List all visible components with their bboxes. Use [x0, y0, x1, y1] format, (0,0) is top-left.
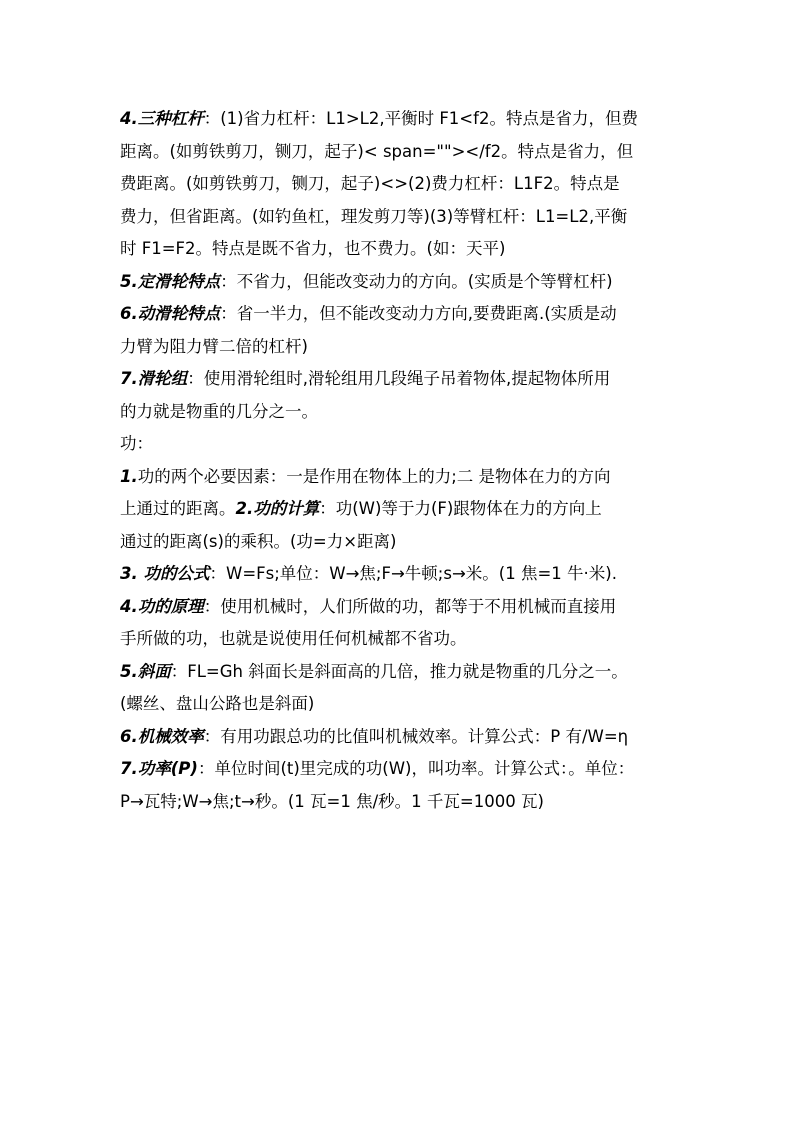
efficiency-text: ：有用功跟总功的比值叫机械效率。计算公式：P 有/W=η: [203, 726, 629, 746]
fixed-pulley-line: [120, 266, 690, 299]
power-text-1: ：单位时间(t)里完成的功(W)，叫功率。计算公式：。单位：: [197, 759, 635, 778]
lever-line-5: 时 F1=F2。特点是既不省力，也不费力。(如：天平): [120, 239, 506, 258]
work-formula-heading: 3. 功的公式: [120, 564, 210, 583]
power-line-1: [120, 753, 690, 786]
fixed-pulley-text: ：不省力，但能改变动力的方向。(实质是个等臂杠杆): [220, 271, 613, 291]
incline-line-1: [120, 656, 690, 689]
lever-line-3: 费距离。(如剪铁剪刀，铡刀，起子)<>(2)费力杠杆：L1F2。特点是: [120, 174, 620, 193]
fixed-pulley-heading: 5.定滑轮特点: [120, 271, 221, 291]
movable-pulley-line-2: 力臂为阻力臂二倍的杠杆): [120, 336, 308, 356]
movable-pulley-heading: 6.动滑轮特点: [120, 304, 221, 323]
lever-text-1: ：(1)省力杠杆：L1>L2,平衡时 F1<f2。特点是省力，但费: [203, 109, 638, 128]
work-section-heading: 功：: [120, 434, 153, 453]
work-calc-line-2: 通过的距离(s)的乘积。(功=力×距离): [120, 531, 397, 551]
incline-line-2: (螺丝、盘山公路也是斜面): [120, 694, 315, 713]
efficiency-heading: 6.机械效率: [120, 726, 204, 746]
work-principle-line-2: 手所做的功，也就是说使用任何机械都不省功。: [120, 629, 467, 648]
work-calc-text: ：功(W)等于力(F)跟物体在力的方向上: [319, 499, 602, 518]
work-principle-text-1: ：使用机械时，人们所做的功，都等于不用机械而直接用: [203, 596, 617, 616]
work-principle-heading: 4.功的原理: [120, 596, 204, 616]
movable-pulley-line-1: [120, 298, 690, 331]
incline-heading: 5.斜面: [120, 661, 171, 681]
work-principle-line-1: [120, 591, 690, 624]
lever-line-1: [120, 103, 690, 136]
work-factors-text-1: 功的两个必要因素：一是作用在物体上的力;二 是物体在力的方向: [137, 466, 611, 486]
lever-line-4: 费力，但省距离。(如钓鱼杠，理发剪刀等)(3)等臂杠杆：L1=L2,平衡: [120, 206, 628, 226]
work-factors-line-1: [120, 461, 690, 494]
work-factors-text-2: 上通过的距离。: [120, 499, 236, 518]
work-formula-line: [120, 558, 690, 591]
lever-line-2: 距离。(如剪铁剪刀，铡刀，起子)< span=""></f2。特点是省力，但: [120, 141, 634, 161]
movable-pulley-text-1: ：省一半力，但不能改变动力方向,要费距离.(实质是动: [220, 304, 617, 323]
work-factors-number: 1.: [120, 466, 138, 486]
document-body: [120, 103, 690, 818]
incline-text-1: ：FL=Gh 斜面长是斜面高的几倍，推力就是物重的几分之一。: [170, 661, 628, 681]
work-calc-heading: 2.功的计算: [235, 499, 320, 518]
pulley-block-heading: 7.滑轮组: [120, 369, 188, 388]
pulley-block-text-1: ：使用滑轮组时,滑轮组用几段绳子吊着物体,提起物体所用: [187, 369, 611, 388]
pulley-block-line-2: 的力就是物重的几分之一。: [120, 401, 318, 421]
power-line-2: P→瓦特;W→焦;t→秒。(1 瓦=1 焦/秒。1 千瓦=1000 瓦): [120, 791, 544, 811]
work-formula-text: ：W=Fs;单位：W→焦;F→牛顿;s→米。(1 焦=1 牛·米).: [209, 564, 617, 583]
lever-heading: 4.三种杠杆: [120, 109, 204, 128]
efficiency-line: [120, 721, 690, 754]
power-heading: 7.功率(P): [120, 759, 198, 778]
work-factors-line-2: [120, 493, 690, 526]
pulley-block-line-1: [120, 363, 690, 396]
